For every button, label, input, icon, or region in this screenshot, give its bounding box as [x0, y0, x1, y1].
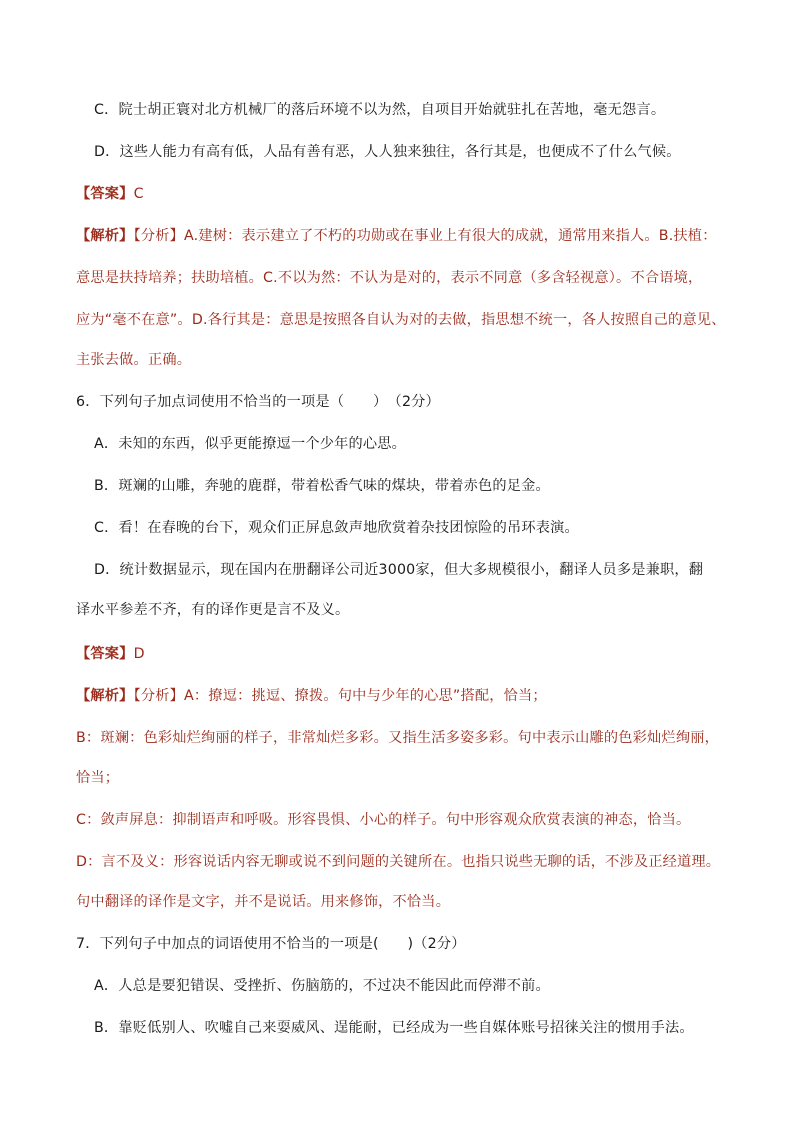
- analysis-q5-line3: 应为“毫不在意”。D.各行其是：意思是按照各自认为对的去做，指思想不统一，各人按照自己的意见、: [76, 312, 726, 328]
- analysis-label: 【解析】: [76, 228, 134, 244]
- option-a-q6: A．未知的东西，似乎更能撩逗一个少年的心思。: [94, 436, 407, 452]
- option-d-q6-line1: D．统计数据显示，现在国内在册翻译公司近3000家，但大多规模很小，翻译人员多是兼职，翻: [94, 562, 704, 578]
- answer-label: 【答案】: [76, 186, 134, 202]
- analysis-q6-line6: 句中翻译的译作是文字，并不是说话。用来修饰，不恰当。: [76, 894, 451, 910]
- analysis-q6-line2: B：斑斓：色彩灿烂绚丽的样子，非常灿烂多彩。又指生活多姿多彩。句中表示山雕的色彩灿烂绚丽，: [76, 730, 719, 746]
- option-c-q5: C．院士胡正寰对北方机械厂的落后环境不以为然，自项目开始就驻扎在苦地，毫无怨言。: [94, 102, 666, 118]
- analysis-q6-line5: D：言不及义：形容说话内容无聊或说不到问题的关键所在。也指只说些无聊的话，不涉及正经道理。: [76, 854, 721, 870]
- answer-label: 【答案】: [76, 646, 134, 662]
- option-a-q7: A．人总是要犯错误、受挫折、伤脑筋的，不过决不能因此而停滞不前。: [94, 978, 550, 994]
- question-6: 6．下列句子加点词使用不恰当的一项是（ ） （2分）: [76, 394, 440, 410]
- answer-value: D: [133, 646, 145, 662]
- question-7: 7．下列句子中加点的词语使用不恰当的一项是( )（2分）: [76, 936, 466, 952]
- answer-q5: [76, 184, 726, 204]
- analysis-q6-line1: [76, 686, 726, 706]
- option-d-q5: D．这些人能力有高有低，人品有善有恶，人人独来独往，各行其是，也便成不了什么气候。: [94, 144, 681, 160]
- analysis-q5-line2: 意思是扶持培养；扶助培植。C.不以为然：不认为是对的，表示不同意（多含轻视意）。不合语境，: [76, 270, 703, 286]
- analysis-q5-line4: 主张去做。正确。: [76, 352, 192, 368]
- option-c-q6: C．看！在春晚的台下，观众们正屏息敛声地欣赏着杂技团惊险的吊环表演。: [94, 520, 579, 536]
- analysis-label: 【解析】: [76, 688, 134, 704]
- analysis-text: 【分析】A：撩逗：挑逗、撩拨。句中与少年的心思”搭配，恰当；: [133, 688, 547, 704]
- analysis-text: 【分析】A.建树：表示建立了不朽的功勋或在事业上有很大的成就，通常用来指人。B.扶植：: [133, 228, 717, 244]
- option-b-q7: B．靠贬低别人、吹嘘自己来耍威风、逞能耐，已经成为一些自媒体账号招徕关注的惯用手法。: [94, 1020, 694, 1036]
- answer-q6: [76, 644, 726, 664]
- analysis-q5-line1: [76, 226, 726, 246]
- option-d-q6-line2: 译水平参差不齐，有的译作更是言不及义。: [76, 602, 350, 618]
- answer-value: C: [133, 186, 144, 202]
- option-b-q6: B．斑斓的山雕，奔驰的鹿群，带着松香气味的煤块，带着赤色的足金。: [94, 478, 550, 494]
- analysis-q6-line3: 恰当；: [76, 770, 120, 786]
- analysis-q6-line4: C：敛声屏息：抑制语声和呼吸。形容畏惧、小心的样子。句中形容观众欣赏表演的神态，恰当。: [76, 812, 691, 828]
